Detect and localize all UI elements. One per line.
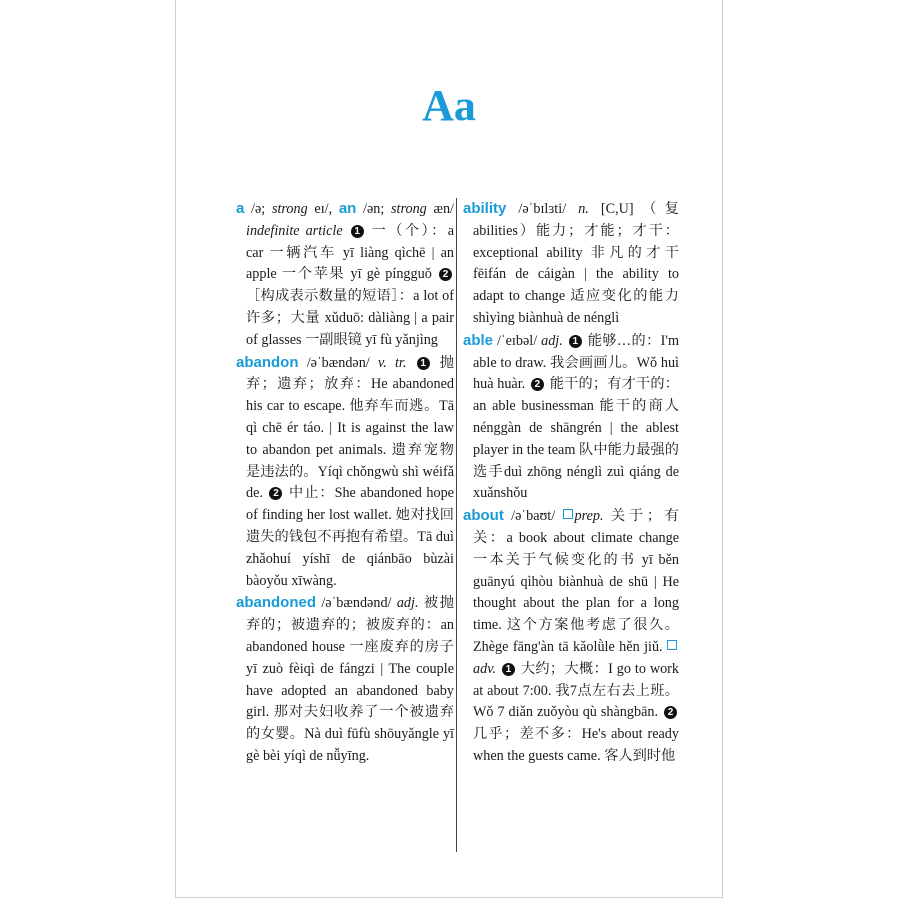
headword-an: an [338,200,357,217]
sense-number-icon: 2 [531,378,544,391]
entry-able: able /ˈeɪbəl/ adj. 1 能够…的：I'm able to draw. 我会画画儿。Wǒ huì huà huàr. 2 能干的；有才干的：an able businessman 能干的商人 nénggàn de shāngrén | the ablest player in the team 队中能力最强的选手duì zhōng nénglì zuì qiáng de xuǎnshǒu [463,331,679,502]
section-letter-heading: Aa [422,81,476,130]
entry-about: about /əˈbaʊt/ prep. 关于；有关：a book about climate change 一本关于气候变化的书 yī běn guānyú qìhòu biànhuà de shū | He thought about the plan for a long time. 这个方案他考虑了很久。Zhège fāng'àn tā kǎolǜle hěn jiǔ. adv. 1 大约；大概：I go to work at about 7:00. 我7点左右去上班。Wǒ 7 diǎn zuǒyòu qù shàngbān. 2 几乎；差不多：He's about ready when the guests came. 客人到时他 [463,507,680,764]
part-of-speech-box-icon [667,640,677,650]
sense-number-icon: 1 [569,335,582,348]
headword-ability: ability [463,200,507,217]
entry-ability: ability /əˈbɪlɜti/ n. [C,U]（复 abilities）能力；才能；才干：exceptional ability 非凡的才干 fēifán de cáigàn | the ability to adapt to change 适应变化的能力 shìyìng biànhuà de nénglì [463,200,679,326]
sense-number-icon: 1 [502,663,515,676]
sense-number-icon: 2 [664,706,677,719]
left-column [236,198,454,768]
part-of-speech: prep. [574,508,604,525]
headword-a: a [236,200,245,217]
headword-about: about [463,507,504,525]
headword-abandon: abandon [236,353,299,371]
sense-number-icon: 1 [417,357,430,370]
sense-number-icon: 1 [351,225,364,238]
headword-abandoned: abandoned [236,594,317,612]
column-divider [456,198,457,852]
entry-abandon: abandon /əˈbændən/ v. tr. 1 抛弃；遗弃；放弃：He abandoned his car to escape. 他弃车而逃。Tā qì chē ér táo. | It is against the law to abandon pet animals. 遗弃宠物是违法的。Yíqì chǒngwù shì wéifǎ de. 2 中止：She abandoned hope of finding her lost wallet. 她对找回遗失的钱包不再抱有希望。Tā duì zhǎohuí yíshī de qiánbāo bùzài bàoyǒu xīwàng. [236,353,454,589]
part-of-speech: adv. [473,660,496,677]
part-of-speech: indefinite article [246,222,343,239]
part-of-speech: v. tr. [377,354,407,371]
sense-number-icon: 2 [269,487,282,500]
headword-able: able [463,331,494,349]
part-of-speech-box-icon [563,509,573,519]
dictionary-page [175,0,723,898]
right-column [463,198,679,768]
part-of-speech: n. [578,201,589,217]
entry-abandoned: abandoned /əˈbændənd/ adj. 被抛弃的；被遗弃的；被废弃的：an abandoned house 一座废弃的房子 yī zuò fèiqì de fángzi | The couple have adopted an abandoned baby girl. 那对夫妇收养了一个被遗弃的女婴。Nà duì fūfù shōuyǎngle yī gè bèi yíqì de nǚyīng. [236,594,454,764]
part-of-speech: adj. [396,595,419,612]
sense-number-icon: 2 [439,268,452,281]
part-of-speech: adj. [541,332,563,349]
entry-a: a /ə; strong eɪ/, an /ən; strong æn/ indefinite article 1 一（个）：a car 一辆汽车 yī liàng qìchē | an apple 一个苹果 yī gè píngguǒ 2 ［构成表示数量的短语］：a lot of 许多；大量 xǔduō: dàliàng | a pair of glasses 一副眼镜 yī fù yǎnjìng [236,200,455,348]
